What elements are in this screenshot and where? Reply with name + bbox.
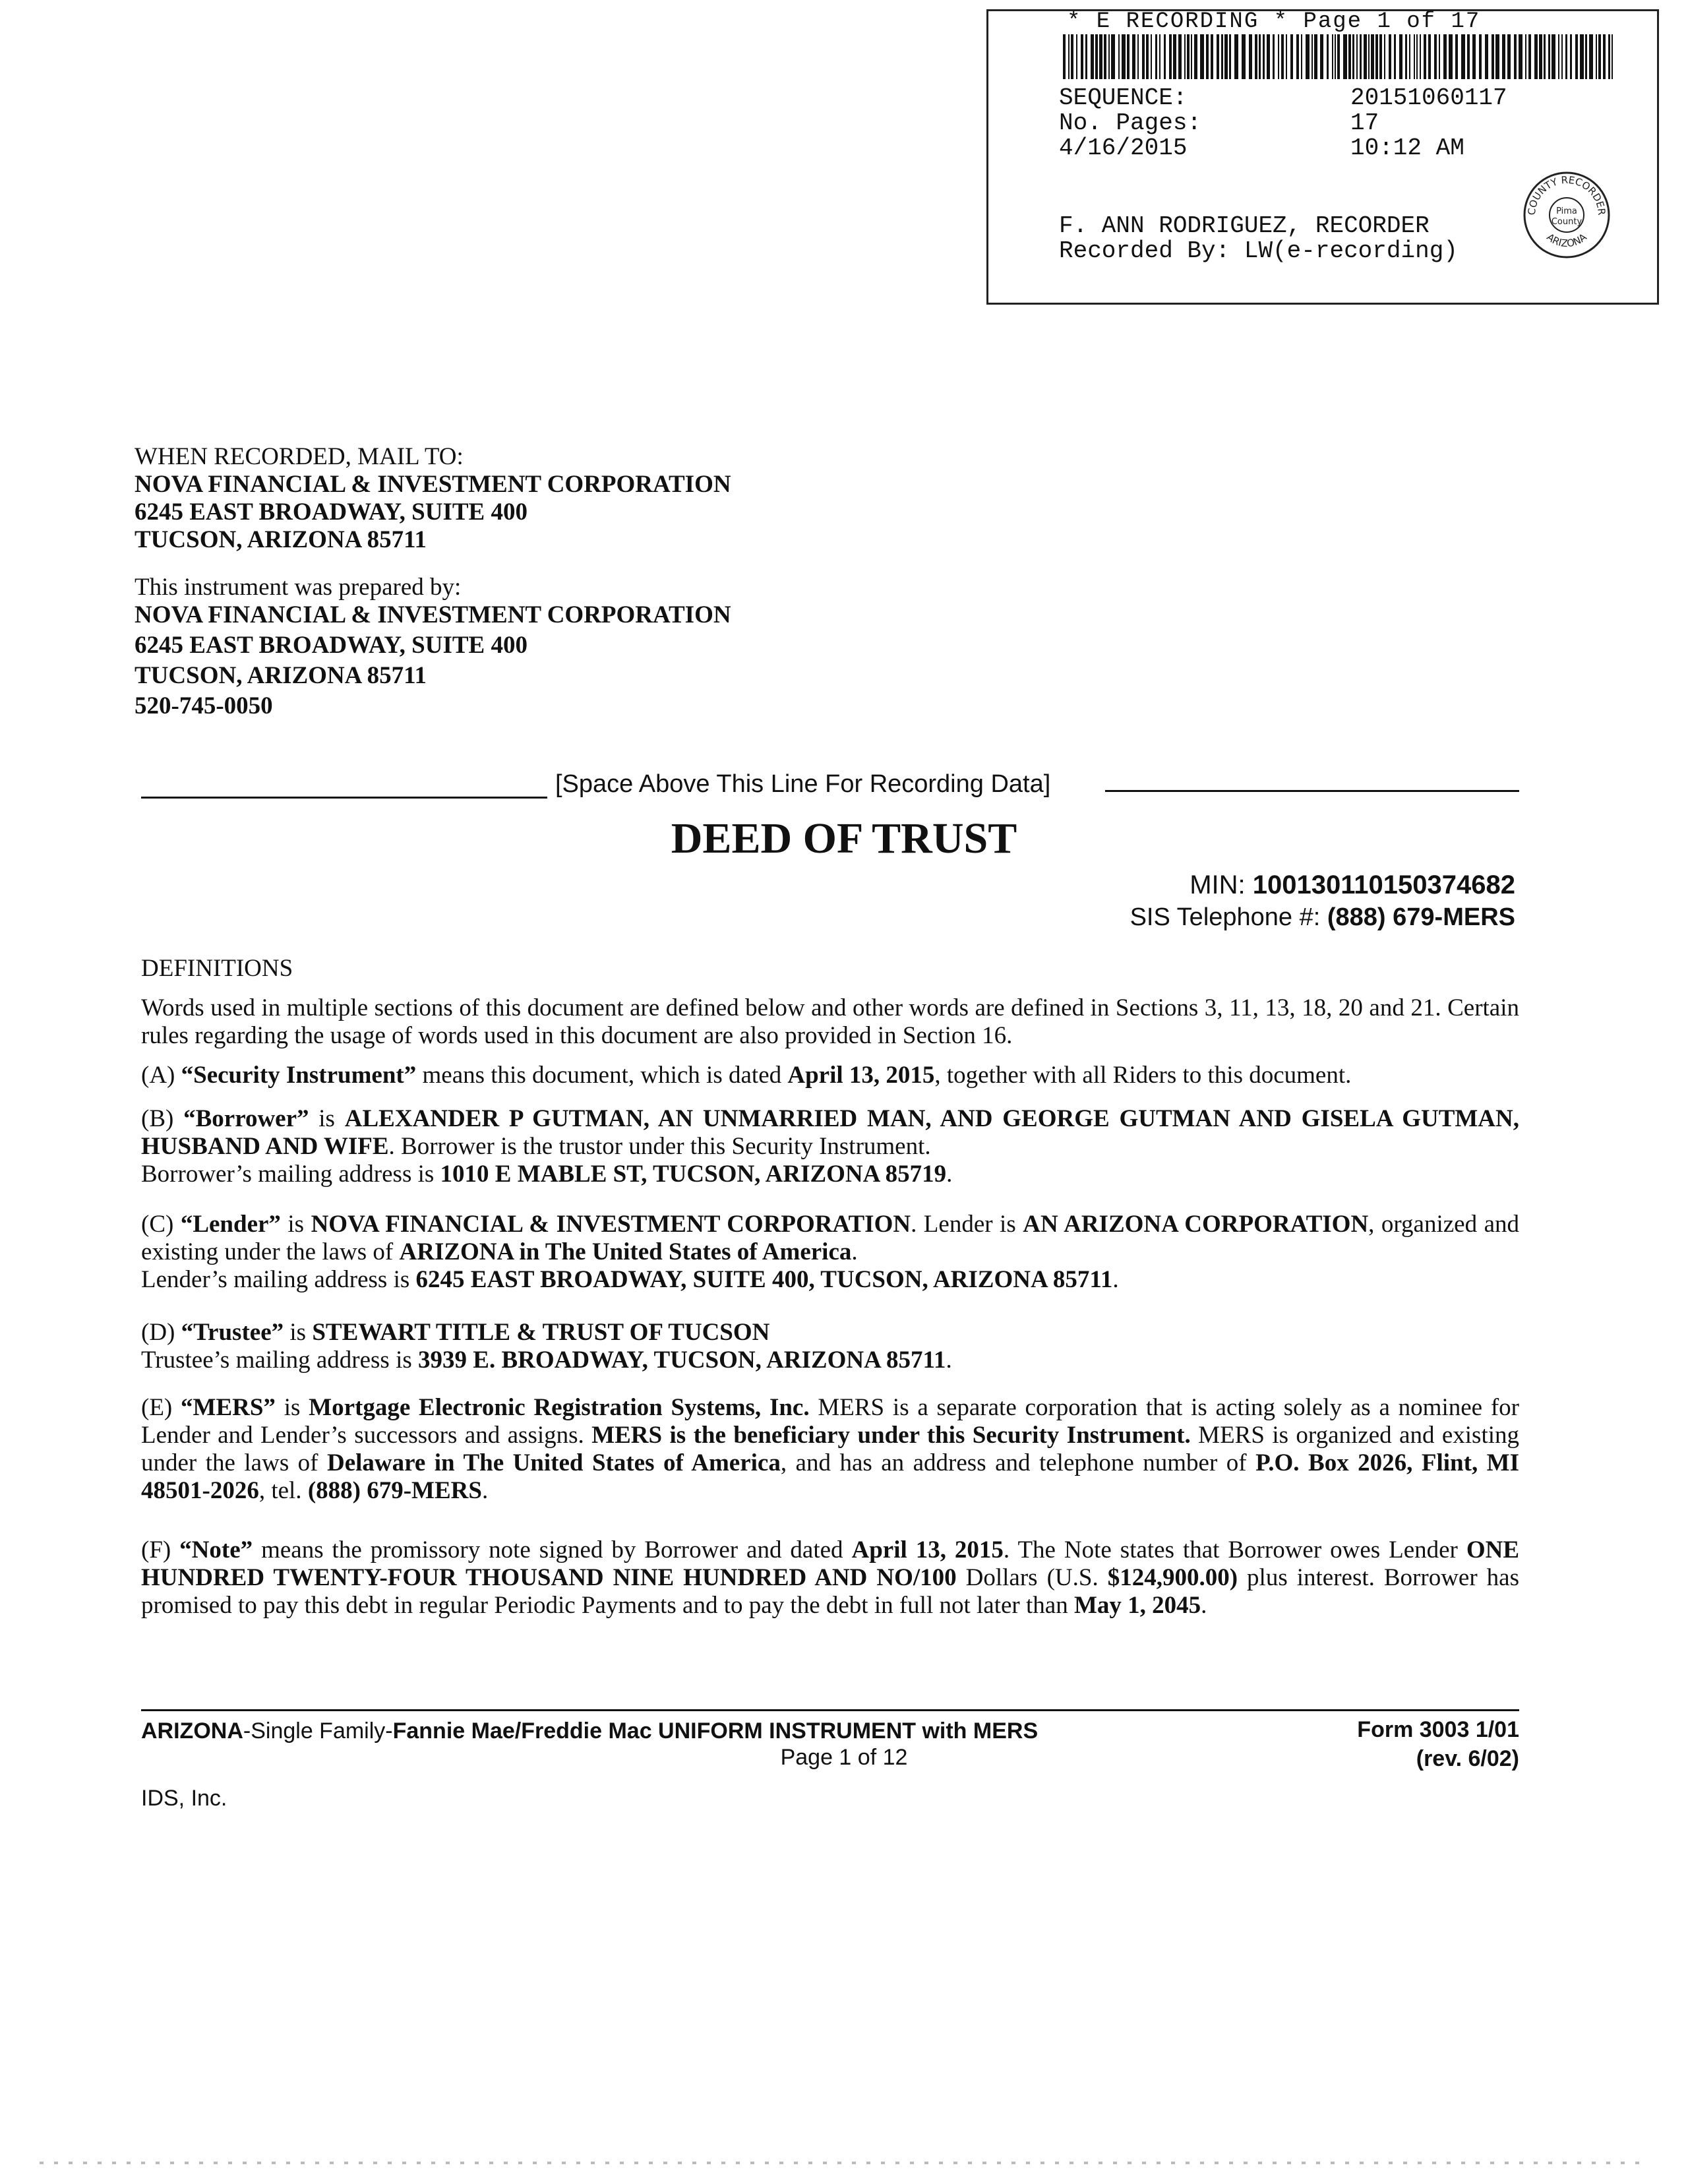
pages-value: 17 — [1350, 109, 1379, 136]
mers-state: Delaware in The United States of America — [326, 1449, 781, 1476]
lender-address-label: Lender’s mailing address is — [141, 1266, 416, 1293]
pages-label: No. Pages: — [1059, 109, 1202, 136]
borrower-names: ALEXANDER P GUTMAN, AN UNMARRIED MAN, AND GEORGE GUTMAN AND GISELA GUTMAN, HUSBAND AND WIFE — [141, 1105, 1519, 1160]
def-c-text-4: . — [851, 1238, 858, 1265]
footer-desc-2: Fannie Mae/Freddie Mac UNIFORM INSTRUMENT with MERS — [392, 1718, 1039, 1744]
note-amount: $124,900.00) — [1107, 1564, 1238, 1591]
sequence-value: 20151060117 — [1350, 84, 1507, 111]
footer-desc-1: -Single Family- — [243, 1718, 393, 1744]
lender-address: 6245 EAST BROADWAY, SUITE 400, TUCSON, ARIZONA 85711 — [415, 1266, 1113, 1293]
def-c-prefix: (C) — [141, 1211, 181, 1238]
sis-telephone — [1130, 903, 1515, 932]
borrower-address: 1010 E MABLE ST, TUCSON, ARIZONA 85719 — [440, 1161, 947, 1188]
seal-center-top: Pima — [1556, 206, 1577, 216]
footer-page-number: Page 1 of 12 — [780, 1745, 908, 1770]
county-recorder-seal — [1522, 170, 1612, 260]
definition-e — [141, 1394, 1519, 1505]
def-a-term: “Security Instrument” — [181, 1062, 417, 1089]
prepared-by-city: TUCSON, ARIZONA 85711 — [135, 662, 427, 689]
seal-top-text: COUNTY RECORDER — [1525, 173, 1608, 216]
maturity-date: May 1, 2045 — [1073, 1592, 1201, 1619]
def-a-text-2: , together with all Riders to this document. — [934, 1062, 1352, 1089]
def-a-prefix: (A) — [141, 1062, 181, 1089]
recording-time: 10:12 AM — [1350, 135, 1464, 162]
mail-to-street: 6245 EAST BROADWAY, SUITE 400 — [135, 499, 528, 526]
min-value: 100130110150374682 — [1252, 870, 1515, 899]
space-above-label: [Space Above This Line For Recording Data] — [555, 770, 1051, 798]
trustee-name: STEWART TITLE & TRUST OF TUCSON — [312, 1319, 770, 1346]
def-f-text-2: . The Note states that Borrower owes Lender — [1003, 1536, 1466, 1563]
footer-state: ARIZONA — [141, 1718, 243, 1744]
recorded-by: Recorded By: LW(e-recording) — [1059, 237, 1458, 264]
borrower-address-label: Borrower’s mailing address is — [141, 1161, 440, 1188]
def-c-text-2: . Lender is — [911, 1211, 1023, 1238]
prepared-by-heading: This instrument was prepared by: — [135, 574, 462, 601]
sis-value: (888) 679-MERS — [1327, 903, 1515, 931]
def-e-text-5: , tel. — [258, 1477, 308, 1504]
def-e-end: . — [481, 1477, 489, 1504]
lender-name: NOVA FINANCIAL & INVESTMENT CORPORATION — [311, 1211, 911, 1238]
def-c-text-1: is — [280, 1211, 311, 1238]
definition-f — [141, 1536, 1519, 1620]
def-d-term: “Trustee” — [181, 1319, 284, 1346]
def-c-end: . — [1112, 1266, 1119, 1293]
recording-date: 4/16/2015 — [1059, 135, 1188, 162]
mers-beneficiary: MERS is the beneficiary under this Security Instrument. — [591, 1422, 1191, 1449]
def-f-prefix: (F) — [141, 1536, 180, 1563]
definitions-heading: DEFINITIONS — [141, 955, 293, 982]
footer-form-description — [141, 1718, 1038, 1744]
mers-name: Mortgage Electronic Registration Systems, Inc. — [309, 1394, 810, 1421]
mers-telephone: (888) 679-MERS — [307, 1477, 482, 1504]
prepared-by-name: NOVA FINANCIAL & INVESTMENT CORPORATION — [135, 601, 731, 628]
mail-to-name: NOVA FINANCIAL & INVESTMENT CORPORATION — [135, 471, 731, 498]
prepared-by-block — [135, 574, 731, 720]
def-a-date: April 13, 2015 — [787, 1062, 935, 1089]
document-title: DEED OF TRUST — [671, 814, 1017, 863]
min-number — [1190, 870, 1515, 900]
definition-b — [141, 1105, 1519, 1188]
def-e-text-2: MERS is a separate corporation that is acting solely as a nominee for Lender and Lender’s successors and assigns. — [141, 1394, 1519, 1449]
def-e-text-4: , and has an address and telephone number of — [780, 1449, 1256, 1476]
recorder-name: F. ANN RODRIGUEZ, RECORDER — [1059, 212, 1430, 239]
scan-edge-dots — [40, 2162, 1648, 2164]
def-f-end: . — [1201, 1592, 1207, 1619]
def-e-text-3: MERS is organized and existing under the laws of — [141, 1422, 1520, 1476]
sis-label: SIS Telephone #: — [1130, 903, 1321, 931]
trustee-address: 3939 E. BROADWAY, TUCSON, ARIZONA 85711 — [418, 1347, 946, 1374]
def-e-text-1: is — [275, 1394, 309, 1421]
mail-to-city: TUCSON, ARIZONA 85711 — [135, 526, 427, 553]
seal-center-bottom: County — [1551, 217, 1582, 227]
note-amount-words: ONE HUNDRED TWENTY-FOUR THOUSAND NINE HUNDRED AND NO/100 — [141, 1536, 1519, 1591]
mail-to-block — [135, 443, 731, 554]
def-b-text-1: is — [309, 1105, 345, 1132]
def-f-text-1: means the promissory note signed by Borrower and dated — [253, 1536, 852, 1563]
svg-text:ARIZONA — [1544, 231, 1589, 249]
seal-bottom-text: ARIZONA — [1544, 231, 1589, 250]
lender-org-type: AN ARIZONA CORPORATION — [1023, 1211, 1369, 1238]
footer-form-number: Form 3003 1/01 — [1357, 1717, 1519, 1742]
def-e-prefix: (E) — [141, 1394, 181, 1421]
mers-address: P.O. Box 2026, Flint, MI 48501-2026 — [141, 1449, 1519, 1504]
def-d-prefix: (D) — [141, 1319, 181, 1346]
def-a-text-1: means this document, which is dated — [416, 1062, 788, 1089]
prepared-by-street: 6245 EAST BROADWAY, SUITE 400 — [135, 632, 528, 659]
def-e-term: “MERS” — [181, 1394, 276, 1421]
definition-c — [141, 1211, 1519, 1294]
footer-form-revision: (rev. 6/02) — [1416, 1746, 1519, 1771]
def-f-term: “Note” — [179, 1536, 253, 1563]
min-label: MIN: — [1190, 870, 1246, 899]
definitions-intro: Words used in multiple sections of this document are defined below and other words are defined in Sections 3, 11, 13, 18, 20 and 21. Certain rules regarding the usage of words used in this document are also provided in Section 16. — [141, 994, 1519, 1049]
def-b-term: “Borrower” — [183, 1105, 309, 1132]
definition-a — [141, 1062, 1519, 1089]
def-c-text-3: , organized and existing under the laws of — [141, 1211, 1520, 1265]
def-b-end: . — [946, 1161, 953, 1188]
definition-d — [141, 1319, 1519, 1374]
def-f-text-3: Dollars (U.S. — [956, 1564, 1108, 1591]
recording-header: * E RECORDING * Page 1 of 17 — [1067, 9, 1481, 34]
mail-to-heading: WHEN RECORDED, MAIL TO: — [135, 443, 464, 470]
trustee-address-label: Trustee’s mailing address is — [141, 1347, 419, 1374]
def-b-prefix: (B) — [141, 1105, 184, 1132]
def-d-text-1: is — [284, 1319, 313, 1346]
def-b-text-2: . Borrower is the trustor under this Security Instrument. — [388, 1133, 931, 1160]
sequence-label: SEQUENCE: — [1059, 84, 1188, 111]
barcode — [1063, 34, 1614, 79]
note-date: April 13, 2015 — [851, 1536, 1004, 1563]
recording-rule-left — [141, 797, 547, 799]
lender-state: ARIZONA in The United States of America — [399, 1238, 852, 1265]
def-f-text-4: plus interest. Borrower has promised to pay this debt in regular Periodic Payments and to pay the debt in full not later than — [141, 1564, 1519, 1619]
footer-vendor: IDS, Inc. — [141, 1786, 227, 1811]
footer-rule — [141, 1709, 1519, 1711]
def-c-term: “Lender” — [180, 1211, 281, 1238]
def-d-end: . — [946, 1347, 952, 1374]
recording-rule-right — [1105, 790, 1519, 792]
prepared-by-phone: 520-745-0050 — [135, 692, 273, 719]
